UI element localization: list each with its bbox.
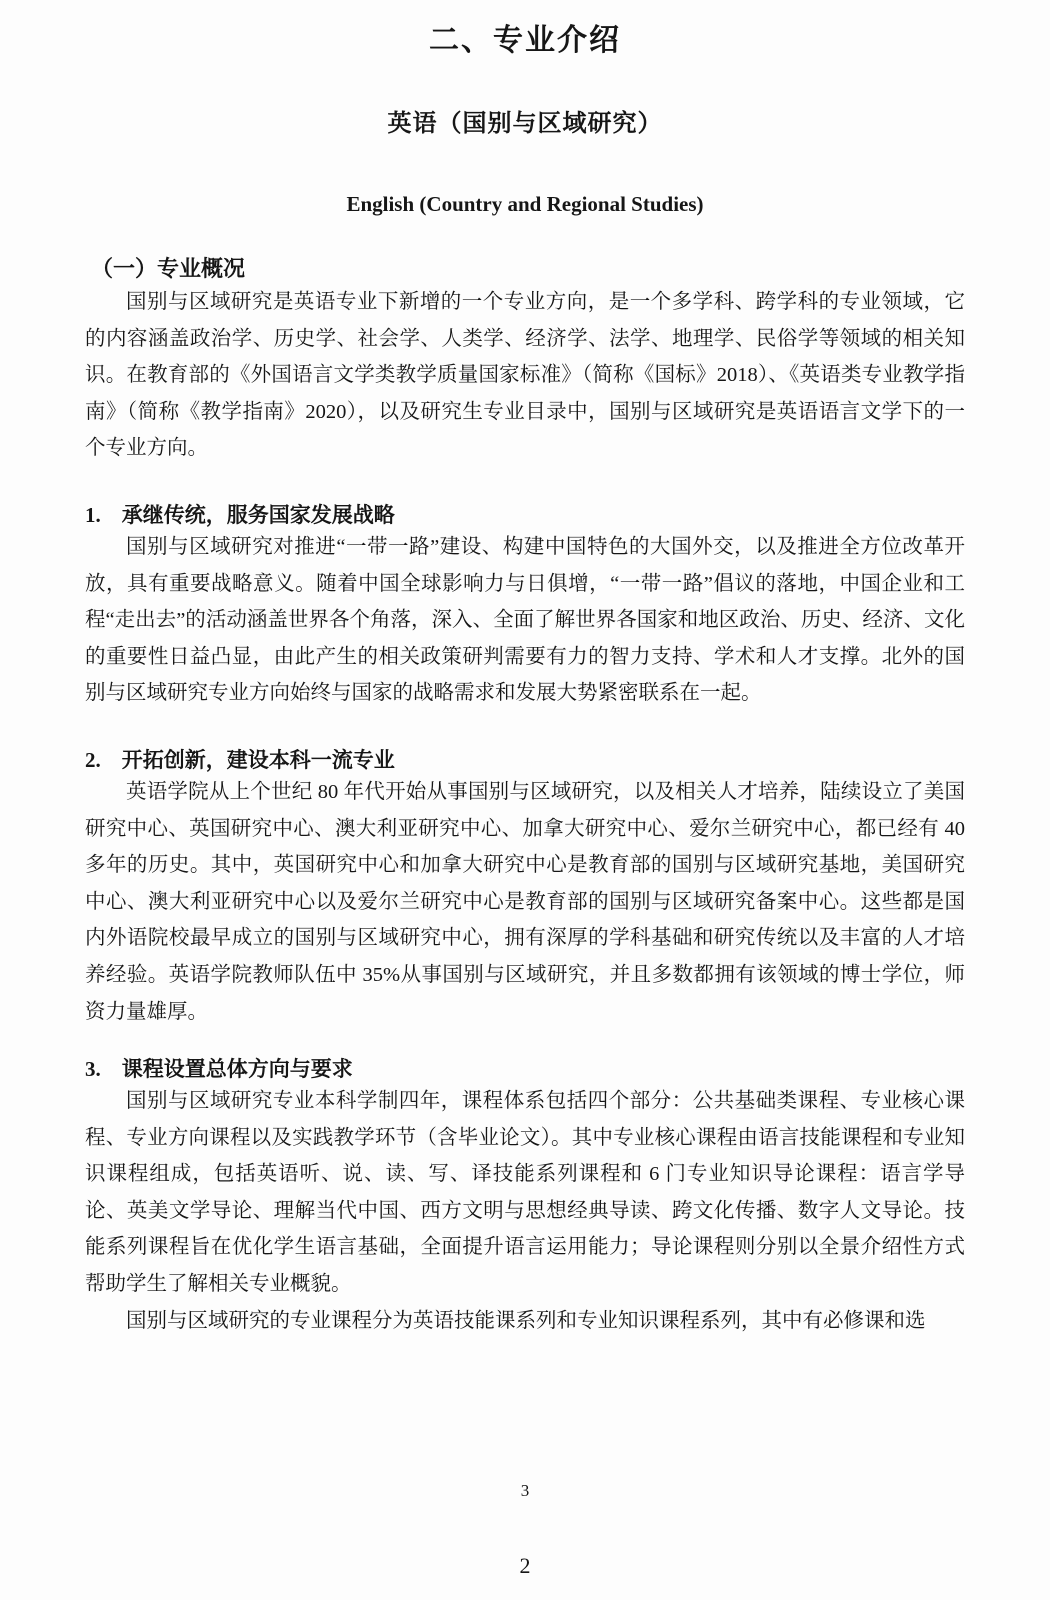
subsection-paragraph-2: 英语学院从上个世纪 80 年代开始从事国别与区域研究，以及相关人才培养，陆续设立了美国研究中心、英国研究中心、澳大利亚研究中心、加拿大研究中心、爱尔兰研究中心，都已经有 40 多年的历史。其中，英国研究中心和加拿大研究中心是教育部的国别与区域研究基地，美国研究中心、澳大利亚研究中心以及爱尔兰研究中心是教育部的国别与区域研究备案中心。这些都是国内外语院校最早成立的国别与区域研究中心，拥有深厚的学科基础和研究传统以及丰富的人才培养经验。英语学院教师队伍中 35%从事国别与区域研究，并且多数都拥有该领域的博士学位，师资力量雄厚。 [85, 780, 965, 1023]
inner-page-number: 3 [520, 1481, 530, 1500]
subsection-heading-3: 3. 课程设置总体方向与要求 [85, 1057, 353, 1082]
overview-paragraph: 国别与区域研究是英语专业下新增的一个专业方向，是一个多学科、跨学科的专业领域，它的内容涵盖政治学、历史学、社会学、人类学、经济学、法学、地理学、民俗学等领域的相关知识。在教育部的《外国语言文学类教学质量国家标准》（简称《国标》2018）、《英语类专业教学指南》（简称《教学指南》2020），以及研究生专业目录中，国别与区域研究是英语语言文学下的一个专业方向。 [85, 291, 965, 460]
subsection-paragraph-3-continued: 国别与区域研究的专业课程分为英语技能课系列和专业知识课程系列，其中有必修课和选 [126, 1309, 926, 1332]
page-number: 2 [519, 1553, 531, 1578]
overview-section-heading: （一）专业概况 [91, 256, 246, 281]
document-body [0, 254, 1050, 1339]
subsection-heading-2: 2. 开拓创新，建设本科一流专业 [85, 747, 395, 772]
main-title: 二、专业介绍 [429, 24, 621, 57]
program-title-cn: 英语（国别与区域研究） [387, 110, 663, 137]
program-title-en: English (Country and Regional Studies) [346, 192, 704, 216]
subsection-paragraph-1: 国别与区域研究对推进“一带一路”建设、构建中国特色的大国外交，以及推进全方位改革开放，具有重要战略意义。随着中国全球影响力与日俱增，“一带一路”倡议的落地，中国企业和工程“走出去”的活动涵盖世界各个角落，深入、全面了解世界各国家和地区政治、历史、经济、文化的重要性日益凸显，由此产生的相关政策研判需要有力的智力支持、学术和人才支撑。北外的国别与区域研究专业方向始终与国家的战略需求和发展大势紧密联系在一起。 [85, 535, 965, 705]
subsection-paragraph-3: 国别与区域研究专业本科学制四年，课程体系包括四个部分：公共基础类课程、专业核心课程、专业方向课程以及实践教学环节（含毕业论文）。其中专业核心课程由语言技能课程和专业知识课程组成，包括英语听、说、读、写、译技能系列课程和 6 门专业知识导论课程：语言学导论、英美文学导论、理解当代中国、西方文明与思想经典导读、跨文化传播、数字人文导论。技能系列课程旨在优化学生语言基础，全面提升语言运用能力；导论课程则分别以全景介绍性方式帮助学生了解相关专业概貌。 [85, 1090, 965, 1296]
subsection-heading-1: 1. 承继传统，服务国家发展战略 [85, 502, 395, 527]
